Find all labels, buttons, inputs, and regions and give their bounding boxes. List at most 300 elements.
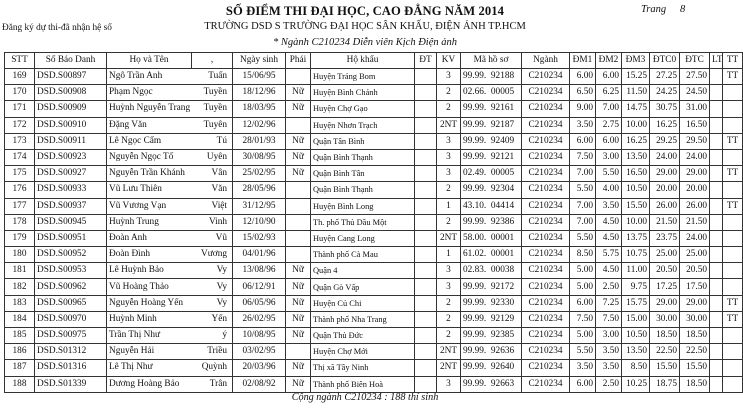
cell-stt: 170 <box>5 85 35 101</box>
cell-kv: 2 <box>437 311 461 327</box>
table-row <box>5 344 743 360</box>
first-name: Đoàn Đình <box>109 249 151 260</box>
cell-kv: 2 <box>437 85 461 101</box>
cell-dm1: 5.50 <box>570 182 596 198</box>
cell-dt <box>415 344 437 360</box>
col-header-dm1: ĐM1 <box>570 53 596 69</box>
hoso-prefix: 99.99. <box>463 346 487 357</box>
cell-stt: 175 <box>5 166 35 182</box>
cell-lt <box>710 149 723 165</box>
cell-dob: 30/08/95 <box>233 149 286 165</box>
col-header-sbd: Số Báo Danh <box>35 53 107 69</box>
cell-sex: Nữ <box>286 149 311 165</box>
cell-hokhau: Thành phố Cà Mau <box>311 247 415 263</box>
cell-dtc0: 20.00 <box>650 182 680 198</box>
cell-lt <box>710 344 723 360</box>
cell-stt: 187 <box>5 360 35 376</box>
cell-stt: 185 <box>5 328 35 344</box>
cell-dtc: 16.50 <box>680 117 710 133</box>
cell-sex <box>286 247 311 263</box>
given-name: Vũ <box>215 232 227 243</box>
cell-dm2: 3.50 <box>596 360 622 376</box>
cell-nganh: C210234 <box>522 279 570 295</box>
table-row <box>5 214 743 230</box>
hoso-number: 92663 <box>490 378 515 389</box>
cell-tt <box>723 85 743 101</box>
cell-hokhau: Huyện Chợ Mới <box>311 344 415 360</box>
cell-dm1: 5.00 <box>570 328 596 344</box>
cell-dm3: 15.00 <box>622 311 650 327</box>
cell-sex: Nữ <box>286 279 311 295</box>
cell-stt: 178 <box>5 214 35 230</box>
cell-hokhau: Quận Bình Tân <box>311 166 415 182</box>
cell-tt <box>723 376 743 392</box>
cell-tt: TT <box>723 69 743 85</box>
cell-lt <box>710 101 723 117</box>
cell-nganh: C210234 <box>522 85 570 101</box>
cell-mahoso <box>461 149 522 165</box>
cell-kv: 2NT <box>437 360 461 376</box>
cell-sbd: DSD.S00951 <box>35 230 107 246</box>
cell-mahoso <box>461 214 522 230</box>
col-header-name: Họ và Tên <box>107 53 192 69</box>
cell-kv: 3 <box>437 133 461 149</box>
cell-kv: 2 <box>437 328 461 344</box>
score-table <box>4 52 743 393</box>
table-row <box>5 166 743 182</box>
cell-sex <box>286 182 311 198</box>
col-header-dt: ĐT <box>415 53 437 69</box>
given-name: Văn <box>211 184 227 195</box>
cell-lt <box>710 133 723 149</box>
cell-mahoso <box>461 360 522 376</box>
first-name: Trần Thị Như <box>109 330 161 341</box>
cell-dm3: 15.25 <box>622 69 650 85</box>
hoso-number: 92188 <box>490 71 515 82</box>
cell-lt <box>710 166 723 182</box>
cell-dt <box>415 198 437 214</box>
hoso-prefix: 99.99. <box>463 330 487 341</box>
hoso-number: 04414 <box>490 200 515 211</box>
cell-sbd: DSD.S00970 <box>35 311 107 327</box>
cell-name <box>107 85 233 101</box>
cell-nganh: C210234 <box>522 295 570 311</box>
cell-dtc: 29.00 <box>680 295 710 311</box>
cell-mahoso <box>461 133 522 149</box>
cell-stt: 186 <box>5 344 35 360</box>
table-row <box>5 69 743 85</box>
cell-dob: 03/02/95 <box>233 344 286 360</box>
cell-dtc0: 26.00 <box>650 198 680 214</box>
cell-mahoso <box>461 295 522 311</box>
cell-stt: 171 <box>5 101 35 117</box>
col-header-stt: STT <box>5 53 35 69</box>
given-name: Trân <box>209 378 227 389</box>
given-name: Vương <box>201 249 227 260</box>
cell-dm1: 5.50 <box>570 230 596 246</box>
cell-dm1: 7.50 <box>570 311 596 327</box>
col-header-dtc: ĐTC <box>680 53 710 69</box>
cell-sex: Nữ <box>286 311 311 327</box>
cell-dm3: 16.50 <box>622 166 650 182</box>
cell-dm2: 5.75 <box>596 247 622 263</box>
given-name: Yến <box>211 313 227 324</box>
cell-dtc0: 15.50 <box>650 360 680 376</box>
hoso-number: 92121 <box>490 152 515 163</box>
cell-dt <box>415 149 437 165</box>
hoso-prefix: 99.99. <box>463 103 487 114</box>
cell-sex: Nữ <box>286 85 311 101</box>
cell-dtc: 31.00 <box>680 101 710 117</box>
first-name: Ngô Trần Anh <box>109 71 163 82</box>
cell-dob: 10/08/95 <box>233 328 286 344</box>
cell-dt <box>415 360 437 376</box>
hoso-number: 92172 <box>490 281 515 292</box>
cell-dm2: 4.50 <box>596 230 622 246</box>
table-row <box>5 101 743 117</box>
cell-dob: 04/01/96 <box>233 247 286 263</box>
hoso-prefix: 02.83. <box>463 265 487 276</box>
table-row <box>5 182 743 198</box>
col-header-lt: LT <box>710 53 723 69</box>
given-name: ý <box>222 330 227 341</box>
cell-dm2: 3.00 <box>596 149 622 165</box>
cell-hokhau: Huyện Cang Long <box>311 230 415 246</box>
cell-stt: 181 <box>5 263 35 279</box>
cell-kv: 2NT <box>437 230 461 246</box>
cell-dm3: 11.50 <box>622 85 650 101</box>
cell-dt <box>415 328 437 344</box>
cell-tt <box>723 101 743 117</box>
cell-kv: 2NT <box>437 117 461 133</box>
cell-mahoso <box>461 69 522 85</box>
cell-dtc0: 27.25 <box>650 69 680 85</box>
cell-tt <box>723 214 743 230</box>
cell-mahoso <box>461 85 522 101</box>
cell-kv: 3 <box>437 279 461 295</box>
hoso-number: 92640 <box>490 362 515 373</box>
col-header-kv: KV <box>437 53 461 69</box>
table-row <box>5 263 743 279</box>
cell-dm3: 8.50 <box>622 360 650 376</box>
cell-kv: 3 <box>437 149 461 165</box>
cell-tt: TT <box>723 133 743 149</box>
cell-tt <box>723 328 743 344</box>
cell-tt <box>723 360 743 376</box>
cell-dm1: 7.00 <box>570 166 596 182</box>
cell-dob: 06/05/96 <box>233 295 286 311</box>
cell-lt <box>710 263 723 279</box>
cell-lt <box>710 69 723 85</box>
first-name: Đoàn Anh <box>109 232 147 243</box>
cell-dm3: 10.50 <box>622 182 650 198</box>
hoso-prefix: 99.99. <box>463 216 487 227</box>
hoso-prefix: 61.02. <box>463 249 487 260</box>
table-row <box>5 117 743 133</box>
cell-dt <box>415 117 437 133</box>
cell-dtc0: 23.75 <box>650 230 680 246</box>
first-name: Vũ Lưu Thiên <box>109 184 162 195</box>
cell-dm2: 2.50 <box>596 279 622 295</box>
hoso-number: 92161 <box>490 103 515 114</box>
cell-dt <box>415 133 437 149</box>
cell-dm2: 3.50 <box>596 344 622 360</box>
cell-dtc: 20.50 <box>680 263 710 279</box>
cell-dtc0: 16.25 <box>650 117 680 133</box>
col-header-nganh: Ngành <box>522 53 570 69</box>
given-name: Tuyên <box>203 119 227 130</box>
cell-dm1: 5.00 <box>570 263 596 279</box>
cell-dob: 15/02/93 <box>233 230 286 246</box>
cell-name <box>107 182 233 198</box>
cell-dm1: 7.50 <box>570 149 596 165</box>
cell-dtc: 18.50 <box>680 376 710 392</box>
cell-dob: 13/08/96 <box>233 263 286 279</box>
cell-dt <box>415 69 437 85</box>
cell-sbd: DSD.S00937 <box>35 198 107 214</box>
cell-tt <box>723 279 743 295</box>
cell-mahoso <box>461 182 522 198</box>
hoso-number: 00038 <box>490 265 515 276</box>
cell-dt <box>415 214 437 230</box>
cell-dtc: 30.00 <box>680 311 710 327</box>
table-row <box>5 247 743 263</box>
cell-hokhau: Quận Bình Thạnh <box>311 149 415 165</box>
cell-hokhau: Th. phố Thủ Dầu Một <box>311 214 415 230</box>
cell-kv: 3 <box>437 376 461 392</box>
given-name: Quỳnh <box>201 362 227 373</box>
cell-name <box>107 230 233 246</box>
cell-nganh: C210234 <box>522 376 570 392</box>
cell-sex: Nữ <box>286 376 311 392</box>
cell-tt: TT <box>723 198 743 214</box>
cell-mahoso <box>461 263 522 279</box>
cell-dt <box>415 166 437 182</box>
cell-sex: Nữ <box>286 360 311 376</box>
cell-mahoso <box>461 311 522 327</box>
cell-tt <box>723 182 743 198</box>
cell-kv: 3 <box>437 69 461 85</box>
cell-name <box>107 214 233 230</box>
cell-sbd: DSD.S01316 <box>35 360 107 376</box>
cell-sex: Nữ <box>286 263 311 279</box>
first-name: Lê Thị Như <box>109 362 153 373</box>
table-row <box>5 328 743 344</box>
cell-hokhau: Quận Gò Vấp <box>311 279 415 295</box>
hoso-prefix: 99.99. <box>463 297 487 308</box>
first-name: Lê Ngọc Cẩm <box>109 135 162 146</box>
cell-lt <box>710 295 723 311</box>
cell-dob: 28/01/93 <box>233 133 286 149</box>
cell-lt <box>710 279 723 295</box>
cell-dob: 26/02/95 <box>233 311 286 327</box>
cell-lt <box>710 198 723 214</box>
cell-hokhau: Quận 4 <box>311 263 415 279</box>
cell-hokhau: Quận Tân Bình <box>311 133 415 149</box>
hoso-prefix: 99.99. <box>463 152 487 163</box>
cell-dm3: 14.75 <box>622 101 650 117</box>
cell-hokhau: Huyện Bình Chánh <box>311 85 415 101</box>
given-name: Tuyền <box>203 87 227 98</box>
cell-dt <box>415 230 437 246</box>
cell-dtc: 25.00 <box>680 247 710 263</box>
cell-kv: 2 <box>437 214 461 230</box>
cell-sex: Nữ <box>286 295 311 311</box>
col-header-sex: Phái <box>286 53 311 69</box>
cell-dtc0: 20.50 <box>650 263 680 279</box>
table-row <box>5 295 743 311</box>
cell-nganh: C210234 <box>522 133 570 149</box>
cell-dtc: 24.50 <box>680 85 710 101</box>
cell-sbd: DSD.S00910 <box>35 117 107 133</box>
first-name: Lê Huỳnh Bảo <box>109 265 164 276</box>
cell-sex <box>286 214 311 230</box>
cell-dtc0: 29.00 <box>650 166 680 182</box>
cell-dm2: 2.50 <box>596 376 622 392</box>
cell-dtc: 26.00 <box>680 198 710 214</box>
cell-dtc: 18.50 <box>680 328 710 344</box>
cell-sex: Nữ <box>286 133 311 149</box>
cell-name <box>107 376 233 392</box>
page-number: 8 <box>680 4 686 15</box>
cell-lt <box>710 311 723 327</box>
cell-hokhau: Huyện Củ Chi <box>311 295 415 311</box>
first-name: Phạm Ngọc <box>109 87 153 98</box>
first-name: Vũ Vương Vạn <box>109 200 167 211</box>
cell-mahoso <box>461 376 522 392</box>
cell-dob: 15/06/95 <box>233 69 286 85</box>
col-header-dm2: ĐM2 <box>596 53 622 69</box>
cell-mahoso <box>461 117 522 133</box>
first-name: Nguyễn Trần Khánh <box>109 168 185 179</box>
given-name: Vy <box>216 265 227 276</box>
hoso-prefix: 99.99. <box>463 378 487 389</box>
col-header-hokhau: Hộ khẩu <box>311 53 415 69</box>
first-name: Huỳnh Nguyễn Trang <box>109 103 191 114</box>
first-name: Huỳnh Minh <box>109 313 157 324</box>
cell-dt <box>415 101 437 117</box>
cell-nganh: C210234 <box>522 263 570 279</box>
cell-sbd: DSD.S00962 <box>35 279 107 295</box>
cell-nganh: C210234 <box>522 149 570 165</box>
cell-dm2: 6.00 <box>596 69 622 85</box>
cell-tt <box>723 344 743 360</box>
cell-name <box>107 247 233 263</box>
given-name: Tuyền <box>203 103 227 114</box>
cell-dm3: 10.00 <box>622 214 650 230</box>
hoso-prefix: 02.66. <box>463 87 487 98</box>
cell-stt: 182 <box>5 279 35 295</box>
cell-dm1: 9.00 <box>570 101 596 117</box>
cell-nganh: C210234 <box>522 214 570 230</box>
cell-sbd: DSD.S00975 <box>35 328 107 344</box>
cell-sex <box>286 117 311 133</box>
cell-hokhau: Huyện Trảng Bom <box>311 69 415 85</box>
table-header-row <box>5 53 743 69</box>
cell-dtc0: 25.00 <box>650 247 680 263</box>
cell-tt <box>723 230 743 246</box>
cell-dm1: 6.00 <box>570 295 596 311</box>
table-row <box>5 230 743 246</box>
cell-nganh: C210234 <box>522 101 570 117</box>
hoso-number: 92385 <box>490 330 515 341</box>
cell-dob: 06/12/91 <box>233 279 286 295</box>
cell-dtc: 27.50 <box>680 69 710 85</box>
cell-dob: 12/10/90 <box>233 214 286 230</box>
cell-tt <box>723 263 743 279</box>
cell-dt <box>415 263 437 279</box>
given-name: Vy <box>216 281 227 292</box>
cell-sbd: DSD.S00908 <box>35 85 107 101</box>
cell-nganh: C210234 <box>522 182 570 198</box>
cell-sex <box>286 69 311 85</box>
cell-kv: 1 <box>437 198 461 214</box>
cell-dtc0: 29.00 <box>650 295 680 311</box>
cell-dt <box>415 247 437 263</box>
cell-stt: 176 <box>5 182 35 198</box>
page-label: Trang <box>641 4 667 15</box>
cell-name <box>107 101 233 117</box>
cell-dob: 20/03/96 <box>233 360 286 376</box>
given-name: Việt <box>211 200 227 211</box>
cell-dob: 31/12/95 <box>233 198 286 214</box>
cell-dm2: 7.00 <box>596 101 622 117</box>
cell-dtc0: 30.00 <box>650 311 680 327</box>
given-name: Uyên <box>206 152 227 163</box>
cell-stt: 183 <box>5 295 35 311</box>
cell-dm1: 5.50 <box>570 344 596 360</box>
cell-sbd: DSD.S00952 <box>35 247 107 263</box>
table-row <box>5 376 743 392</box>
cell-hokhau: Huyện Chợ Gạo <box>311 101 415 117</box>
cell-name <box>107 149 233 165</box>
cell-dt <box>415 182 437 198</box>
cell-lt <box>710 117 723 133</box>
cell-mahoso <box>461 279 522 295</box>
cell-hokhau: Thành phố Nha Trang <box>311 311 415 327</box>
cell-hokhau: Thành phố Biên Hoà <box>311 376 415 392</box>
cell-sbd: DSD.S00945 <box>35 214 107 230</box>
cell-dtc: 22.50 <box>680 344 710 360</box>
cell-dob: 12/02/96 <box>233 117 286 133</box>
cell-sex: Nữ <box>286 328 311 344</box>
cell-dt <box>415 376 437 392</box>
cell-dm3: 15.75 <box>622 295 650 311</box>
cell-sbd: DSD.S00923 <box>35 149 107 165</box>
cell-dm2: 3.50 <box>596 198 622 214</box>
cell-dm3: 10.75 <box>622 247 650 263</box>
cell-dm2: 6.00 <box>596 133 622 149</box>
cell-lt <box>710 214 723 230</box>
table-row <box>5 133 743 149</box>
cell-dm2: 4.00 <box>596 182 622 198</box>
cell-kv: 3 <box>437 263 461 279</box>
cell-name <box>107 360 233 376</box>
cell-kv: 3 <box>437 166 461 182</box>
hoso-number: 00005 <box>490 87 515 98</box>
hoso-number: 00001 <box>490 249 515 260</box>
cell-sbd: DSD.S01312 <box>35 344 107 360</box>
hoso-prefix: 43.10. <box>463 200 487 211</box>
cell-dm1: 8.50 <box>570 247 596 263</box>
cell-dm3: 9.75 <box>622 279 650 295</box>
cell-dm3: 10.25 <box>622 376 650 392</box>
given-name: Triều <box>207 346 227 357</box>
cell-name <box>107 166 233 182</box>
cell-dob: 02/08/92 <box>233 376 286 392</box>
cell-dm3: 11.00 <box>622 263 650 279</box>
cell-tt: TT <box>723 295 743 311</box>
